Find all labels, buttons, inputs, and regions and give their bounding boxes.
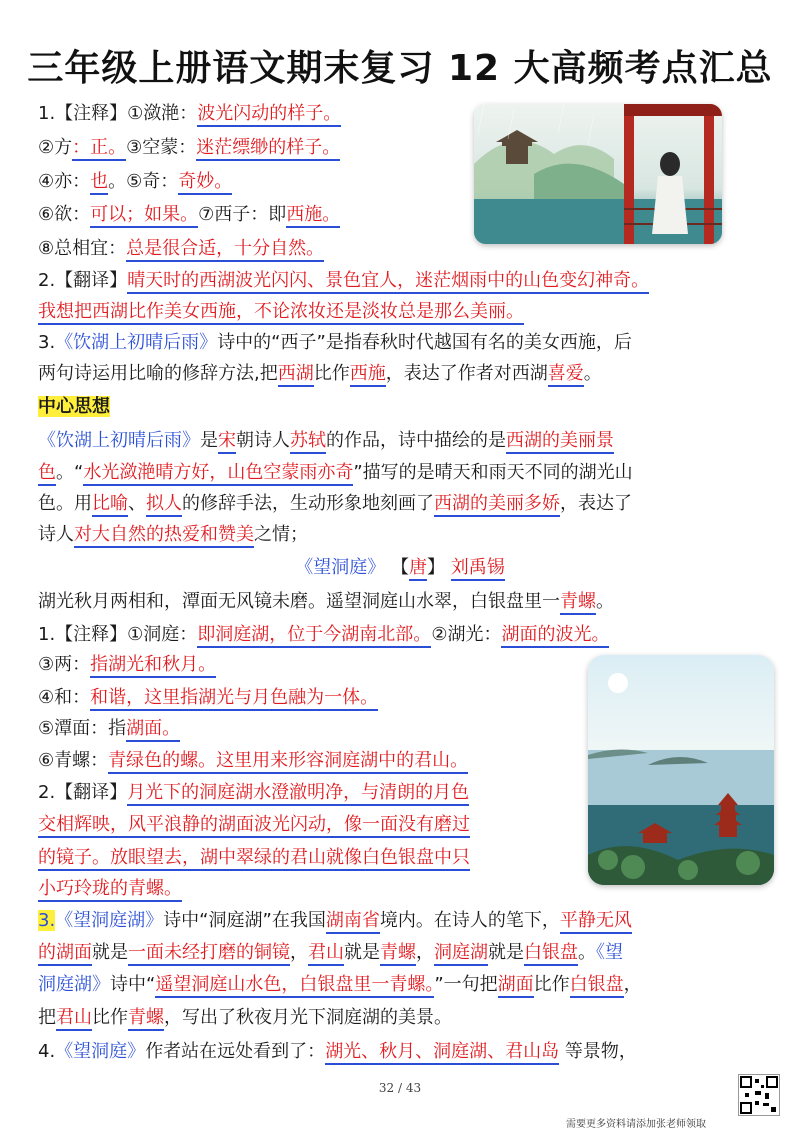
translation-line-3 — [38, 845, 470, 871]
answer-text: 西施 — [350, 363, 386, 387]
note-label: ③两： — [38, 654, 91, 675]
point-3-line-4 — [38, 1005, 452, 1031]
point-3-line-3 — [38, 972, 642, 998]
note-label: ④和： — [38, 687, 91, 708]
answer-text: 色 — [38, 462, 56, 486]
body-text: 是 — [200, 430, 218, 451]
point-3-line-1 — [38, 908, 632, 934]
qr-code-icon — [738, 1074, 780, 1116]
answer-text: 青绿色的螺。这里用来形容洞庭湖中的君山。 — [108, 750, 468, 774]
central-idea-line-1 — [38, 428, 614, 454]
note-line-3 — [38, 169, 232, 195]
note-label: ⑥欲： — [38, 204, 91, 225]
body-text: ， — [416, 942, 434, 963]
answer-text: 指湖光和秋月。 — [90, 654, 216, 678]
answer-text: 苏轼 — [290, 430, 326, 454]
answer-text: 迷茫缥缈的样子。 — [196, 137, 340, 161]
answer-text: 遥望洞庭山水色，白银盘里一青螺。 — [155, 974, 434, 998]
answer-text: 波光闪动的样子。 — [197, 103, 341, 127]
poem-text — [38, 589, 614, 615]
answer-text: 和谐，这里指湖光与月色融为一体。 — [90, 687, 378, 711]
answer-text: 可以；如果。 — [90, 204, 198, 228]
answer-text: 西湖的美丽多娇 — [434, 493, 560, 517]
poem-title: 洞庭湖》 — [38, 974, 110, 995]
poem-body: 湖光秋月两相和，潭面无风镜未磨。遥望洞庭山水翠，白银盘里一 — [38, 591, 560, 612]
note-line-1 — [38, 622, 609, 648]
poem-title: 《望洞庭湖》 — [55, 910, 164, 931]
translation-line-1 — [38, 268, 649, 294]
poem-title: 《饮湖上初晴后雨》 — [38, 430, 200, 451]
dynasty: 唐 — [409, 557, 427, 581]
body-text: 比作 — [313, 363, 350, 384]
body-text: 色。用 — [38, 493, 92, 514]
point-number: 4. — [38, 1041, 56, 1062]
answer-text: 拟人 — [146, 493, 182, 517]
body-text: ，写出了秋夜月光下洞庭湖的美景。 — [164, 1007, 452, 1028]
poet-name: 刘禹锡 — [451, 557, 505, 581]
page-number: 32 / 43 — [378, 1081, 422, 1095]
answer-text: 一面未经打磨的铜镜 — [128, 942, 290, 966]
note-label: 1.【注释】①潋滟： — [38, 103, 198, 124]
answer-text: 湖面的波光。 — [501, 624, 609, 648]
answer-text: 水光潋滟晴方好，山色空蒙雨亦奇 — [83, 462, 353, 486]
body-text: ， — [290, 942, 308, 963]
answer-text: 君山 — [308, 942, 344, 966]
point-4-line-1 — [38, 1039, 637, 1065]
body-text: 把 — [38, 1007, 56, 1028]
body-text: 就是 — [488, 942, 524, 963]
body-text: ，表达了 — [560, 493, 632, 514]
body-text: 、 — [128, 493, 146, 514]
body-text: 诗中“洞庭湖”在我国 — [163, 910, 326, 931]
point-3-line-1 — [38, 330, 632, 356]
point-number: 3. — [38, 332, 56, 353]
translation-line-2 — [38, 812, 470, 838]
answer-text: 湖面 — [498, 974, 534, 998]
note-line-4 — [38, 202, 340, 228]
note-label: ⑥青螺： — [38, 750, 109, 771]
body-text: 的作品，诗中描绘的是 — [326, 430, 506, 451]
note-label: ⑦西子：即 — [198, 204, 287, 225]
poem-title: 《望 — [596, 942, 623, 963]
bracket: 】 — [427, 557, 445, 578]
translation-text: 我想把西湖比作美女西施，不论浓妆还是淡妆总是那么美丽。 — [38, 301, 524, 325]
answer-text: 比喻 — [92, 493, 128, 517]
answer-text: 的湖面 — [38, 942, 92, 966]
note-line-3 — [38, 685, 378, 711]
bracket: 【 — [391, 557, 409, 578]
answer-text: 白银盘 — [524, 942, 578, 966]
body-text: 比作 — [533, 974, 570, 995]
central-idea-line-4 — [38, 522, 308, 548]
answer-text: 也 — [90, 171, 108, 195]
answer-text: 喜爱 — [548, 363, 584, 387]
footer-note: 需要更多资料请添加张老师领取 — [566, 1119, 706, 1130]
central-idea-heading — [38, 394, 110, 420]
answer-text: 洞庭湖 — [434, 942, 488, 966]
point-number: 3. — [38, 910, 56, 931]
translation-label: 2.【翻译】 — [38, 270, 128, 291]
note-line-2 — [38, 652, 216, 678]
answer-text: 宋 — [218, 430, 236, 454]
central-idea-line-2 — [38, 460, 633, 486]
translation-text: 交相辉映，风平浪静的湖面波光闪动，像一面没有磨过 — [38, 814, 470, 838]
note-label: 。⑤奇： — [108, 171, 179, 192]
dongting-lake-illustration — [588, 655, 774, 885]
answer-text: 即洞庭湖，位于今湖南北部。 — [197, 624, 431, 648]
central-idea-line-3 — [38, 491, 632, 517]
translation-text: 的镜子。放眼望去，湖中翠绿的君山就像白色银盘中只 — [38, 847, 470, 871]
note-label: 1.【注释】①洞庭： — [38, 624, 198, 645]
answer-text: 西湖 — [278, 363, 314, 387]
translation-line-1 — [38, 780, 469, 806]
west-lake-illustration — [474, 104, 722, 244]
answer-text: 青螺 — [380, 942, 416, 966]
note-label: ②湖光： — [431, 624, 502, 645]
answer-text: 对大自然的热爱和赞美 — [74, 524, 254, 548]
body-text: 之情； — [254, 524, 308, 545]
poem-title: 《饮湖上初晴后雨》 — [55, 332, 218, 353]
note-label: ③空蒙： — [126, 137, 197, 158]
section-heading: 中心思想 — [38, 396, 110, 417]
translation-line-4 — [38, 876, 182, 902]
answer-text: 西施。 — [286, 204, 340, 228]
body-text: 朝诗人 — [236, 430, 290, 451]
body-text: 。 — [583, 363, 602, 384]
answer-text: 奇妙。 — [178, 171, 232, 195]
body-text: 等景物， — [559, 1041, 637, 1062]
note-label: ⑧总相宜： — [38, 238, 127, 259]
note-line-4 — [38, 716, 180, 742]
note-label: ⑤潭面：指 — [38, 718, 127, 739]
body-text: ，表达了作者对西湖 — [385, 363, 548, 384]
answer-text: 湖南省 — [326, 910, 380, 934]
answer-text: 湖面。 — [126, 718, 180, 742]
note-label: ②方 — [38, 137, 73, 158]
translation-text: 月光下的洞庭湖水澄澈明净，与清朗的月色 — [127, 782, 469, 806]
answer-text: 平静无风 — [560, 910, 632, 934]
answer-text: 青螺 — [560, 591, 596, 615]
body-text: 诗人 — [38, 524, 74, 545]
page-title: 三年级上册语文期末复习 12 大高频考点汇总 — [27, 48, 773, 89]
poem-title: 《望洞庭》 — [55, 1041, 146, 1062]
answer-text: 总是很合适，十分自然。 — [126, 238, 324, 262]
poem-title: 《望洞庭》 — [295, 557, 386, 578]
poem-body: 。 — [596, 591, 614, 612]
body-text: 诗中的“西子”是指春秋时代越国有名的美女西施，后 — [217, 332, 632, 353]
body-text: 诗中“ — [110, 974, 156, 995]
body-text: 就是 — [92, 942, 128, 963]
body-text: 就是 — [344, 942, 380, 963]
translation-text: 小巧玲珑的青螺。 — [38, 878, 182, 902]
body-text: ， — [623, 974, 642, 995]
answer-text: ：正。 — [72, 137, 126, 161]
translation-text: 晴天时的西湖波光闪闪、景色宜人，迷茫烟雨中的山色变幻神奇。 — [127, 270, 649, 294]
body-text: 境内。在诗人的笔下， — [379, 910, 560, 931]
note-line-1 — [38, 101, 341, 127]
body-text: 的修辞手法，生动形象地刻画了 — [182, 493, 434, 514]
poem-heading — [0, 555, 800, 581]
answer-text: 西湖的美丽景 — [506, 430, 614, 454]
body-text: 。“ — [56, 462, 84, 483]
translation-label: 2.【翻译】 — [38, 782, 128, 803]
point-3-line-2 — [38, 940, 623, 966]
answer-text: 君山 — [56, 1007, 92, 1031]
note-line-5 — [38, 748, 468, 774]
answer-text: 白银盘 — [570, 974, 624, 998]
body-text: ”一句把 — [434, 974, 498, 995]
body-text: 作者站在远处看到了： — [145, 1041, 326, 1062]
answer-text: 青螺 — [128, 1007, 164, 1031]
note-line-5 — [38, 236, 324, 262]
note-line-2 — [38, 135, 340, 161]
body-text: 两句诗运用比喻的修辞方法,把 — [38, 363, 278, 384]
point-3-line-2 — [38, 361, 602, 387]
note-label: ④亦： — [38, 171, 91, 192]
body-text: ”描写的是晴天和雨天不同的湖光山 — [353, 462, 633, 483]
translation-line-2 — [38, 299, 524, 325]
answer-text: 湖光、秋月、洞庭湖、君山岛 — [325, 1041, 559, 1065]
body-text: 。 — [578, 942, 596, 963]
body-text: 比作 — [92, 1007, 128, 1028]
